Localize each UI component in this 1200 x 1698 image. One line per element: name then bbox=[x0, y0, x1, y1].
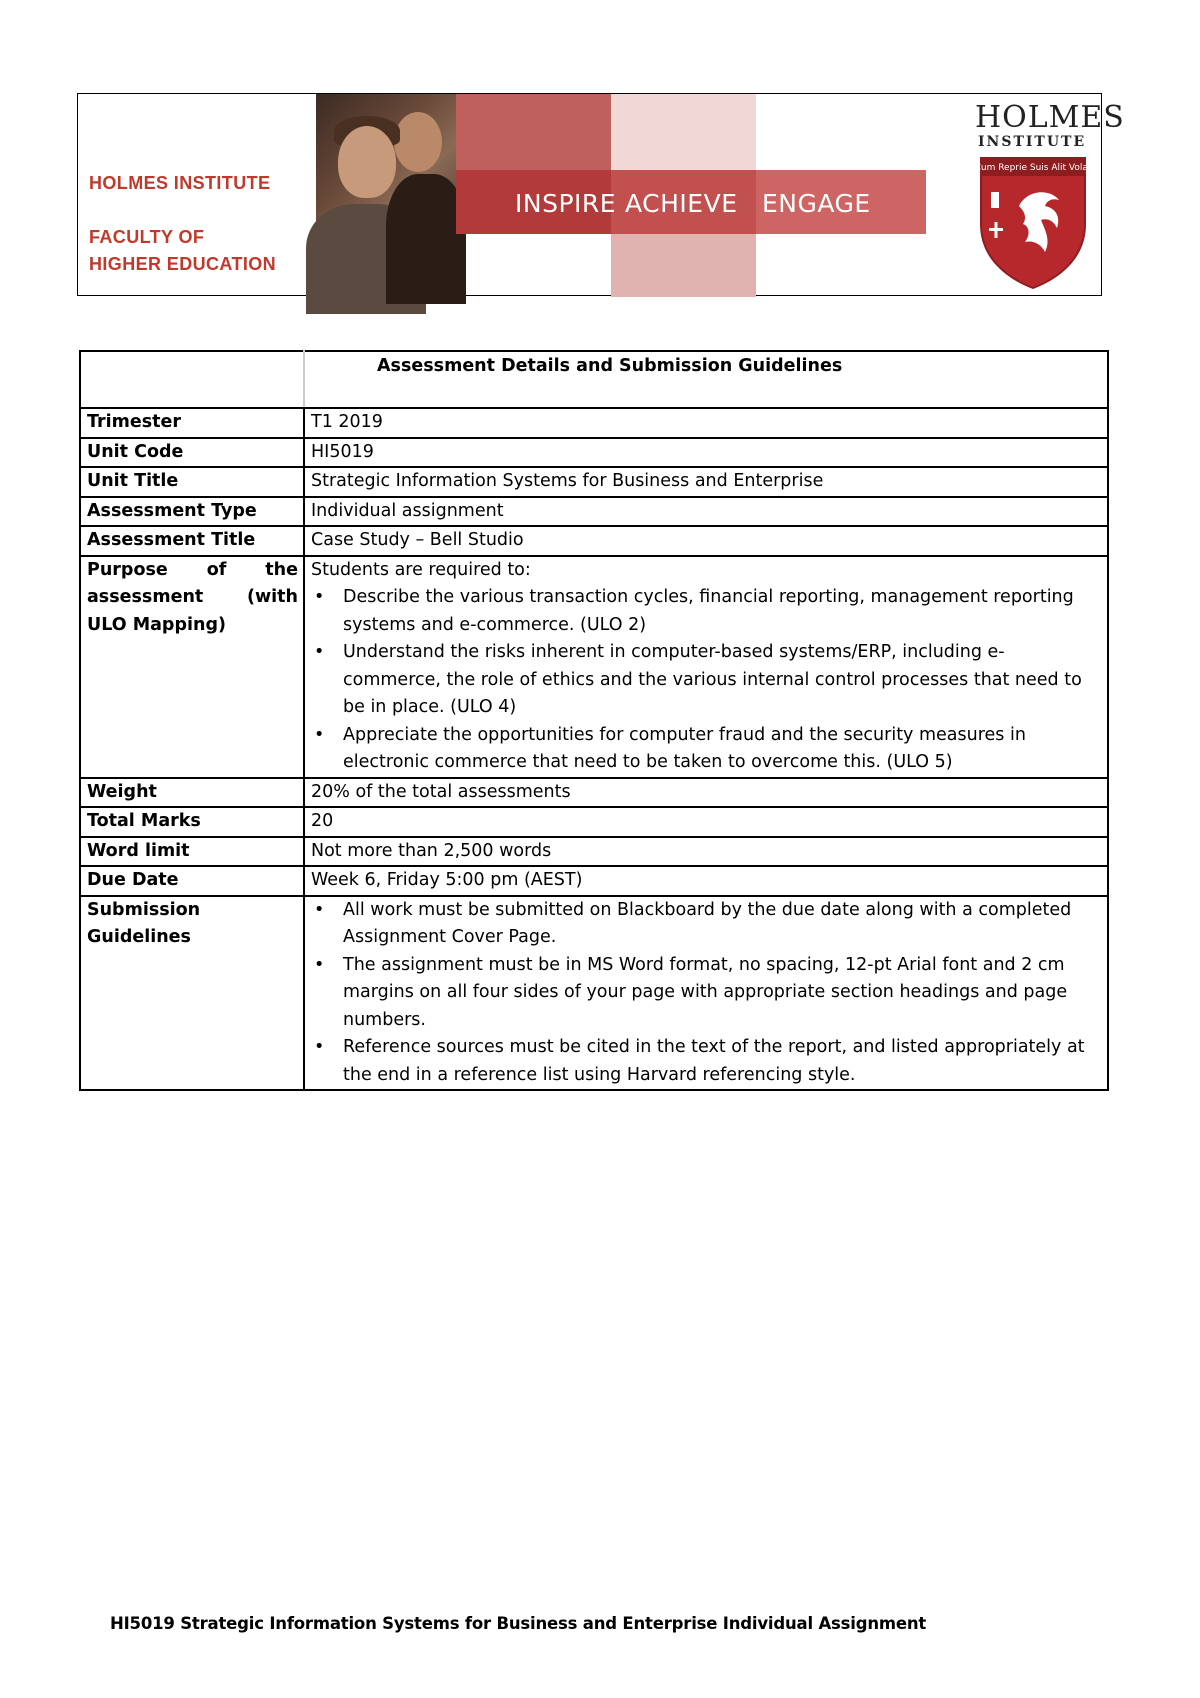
row-value-unit-title: Strategic Information Systems for Business and Enterprise bbox=[304, 467, 1108, 497]
bullet-icon: • bbox=[314, 1037, 325, 1057]
submission-label-line-2: Guidelines bbox=[87, 927, 191, 947]
banner-block-upper-red bbox=[456, 94, 611, 170]
table-title: Assessment Details and Submission Guidelines bbox=[304, 351, 1108, 408]
bullet-icon: • bbox=[314, 899, 325, 920]
row-label-total-marks: Total Marks bbox=[80, 807, 304, 837]
bullet-icon: • bbox=[314, 587, 325, 607]
page-footer: HI5019 Strategic Information Systems for Business and Enterprise Individual Assignment bbox=[110, 1614, 927, 1633]
table-row bbox=[80, 807, 1108, 837]
students-photo bbox=[316, 94, 456, 297]
table-row bbox=[80, 438, 1108, 468]
bullet-icon: • bbox=[314, 954, 325, 975]
list-item: • Reference sources must be cited in the text of the report, and listed appropriately at the end in a reference list using Harvard referencing style. bbox=[311, 1034, 1102, 1089]
list-item: • Describe the various transaction cycles, financial reporting, management reporting systems and e-commerce. (ULO 2) bbox=[311, 584, 1102, 639]
list-item: • Appreciate the opportunities for computer fraud and the security measures in electronic commerce that need to be taken to overcome this. (ULO 5) bbox=[311, 722, 1102, 777]
row-value-assessment-type: Individual assignment bbox=[304, 497, 1108, 527]
table-title-row bbox=[80, 351, 1108, 408]
row-label-weight: Weight bbox=[80, 778, 304, 808]
row-label-assessment-title: Assessment Title bbox=[80, 526, 304, 556]
holmes-logo-word: HOLMES bbox=[975, 100, 1125, 135]
banner-word-engage: ENGAGE bbox=[762, 189, 871, 218]
row-label-submission bbox=[80, 896, 304, 1091]
row-label-unit-title: Unit Title bbox=[80, 467, 304, 497]
row-label-assessment-type: Assessment Type bbox=[80, 497, 304, 527]
row-value-unit-code: HI5019 bbox=[304, 438, 1108, 468]
table-row bbox=[80, 408, 1108, 438]
purpose-bullet-list bbox=[311, 584, 1102, 777]
institute-name: HOLMES INSTITUTE bbox=[89, 173, 271, 193]
row-label-trimester: Trimester bbox=[80, 408, 304, 438]
table-row bbox=[80, 467, 1108, 497]
bullet-icon: • bbox=[314, 642, 325, 662]
table-row-purpose bbox=[80, 556, 1108, 778]
table-row-submission bbox=[80, 896, 1108, 1091]
submission-bullet-list bbox=[311, 897, 1102, 1090]
row-label-due-date: Due Date bbox=[80, 866, 304, 896]
svg-text:Cum Reprie Suis Alit Volat: Cum Reprie Suis Alit Volat bbox=[974, 163, 1092, 173]
banner-block-lower-pink bbox=[611, 234, 756, 297]
table-row bbox=[80, 866, 1108, 896]
row-value-trimester: T1 2019 bbox=[304, 408, 1108, 438]
faculty-line-1: FACULTY OF bbox=[89, 227, 205, 247]
holmes-logo-subtitle: INSTITUTE bbox=[978, 134, 1087, 150]
list-item: • Understand the risks inherent in computer-based systems/ERP, including e-commerce, the role of ethics and the various internal control processes that need to be in place. (ULO 4) bbox=[311, 639, 1102, 722]
row-value-weight: 20% of the total assessments bbox=[304, 778, 1108, 808]
banner-word-inspire: INSPIRE bbox=[515, 189, 617, 218]
row-value-assessment-title: Case Study – Bell Studio bbox=[304, 526, 1108, 556]
holmes-crest-icon bbox=[975, 154, 1091, 292]
table-row bbox=[80, 778, 1108, 808]
banner-block-upper-pink bbox=[611, 94, 756, 170]
title-row-blank-cell bbox=[80, 351, 304, 408]
bullet-icon: • bbox=[314, 724, 325, 745]
list-item: • All work must be submitted on Blackboard by the due date along with a completed Assignment Cover Page. bbox=[311, 897, 1102, 952]
row-value-word-limit: Not more than 2,500 words bbox=[304, 837, 1108, 867]
row-value-due-date: Week 6, Friday 5:00 pm (AEST) bbox=[304, 866, 1108, 896]
row-value-purpose bbox=[304, 556, 1108, 778]
assessment-details-table bbox=[79, 350, 1109, 1091]
table-row bbox=[80, 837, 1108, 867]
faculty-line-2: HIGHER EDUCATION bbox=[89, 254, 277, 274]
institute-text-block bbox=[89, 170, 276, 278]
table-row bbox=[80, 526, 1108, 556]
row-label-word-limit: Word limit bbox=[80, 837, 304, 867]
header-banner bbox=[77, 93, 1125, 296]
purpose-intro: Students are required to: bbox=[311, 559, 531, 580]
submission-label-line-1: Submission bbox=[87, 899, 201, 920]
row-value-submission bbox=[304, 896, 1108, 1091]
table-row bbox=[80, 497, 1108, 527]
row-value-total-marks: 20 bbox=[304, 807, 1108, 837]
row-label-purpose: Purpose of the assessment (with ULO Mapping) bbox=[80, 556, 304, 778]
row-label-unit-code: Unit Code bbox=[80, 438, 304, 468]
list-item: • The assignment must be in MS Word format, no spacing, 12-pt Arial font and 2 cm margins on all four sides of your page with appropriate section headings and page numbers. bbox=[311, 952, 1102, 1035]
banner-word-achieve: ACHIEVE bbox=[625, 189, 738, 218]
